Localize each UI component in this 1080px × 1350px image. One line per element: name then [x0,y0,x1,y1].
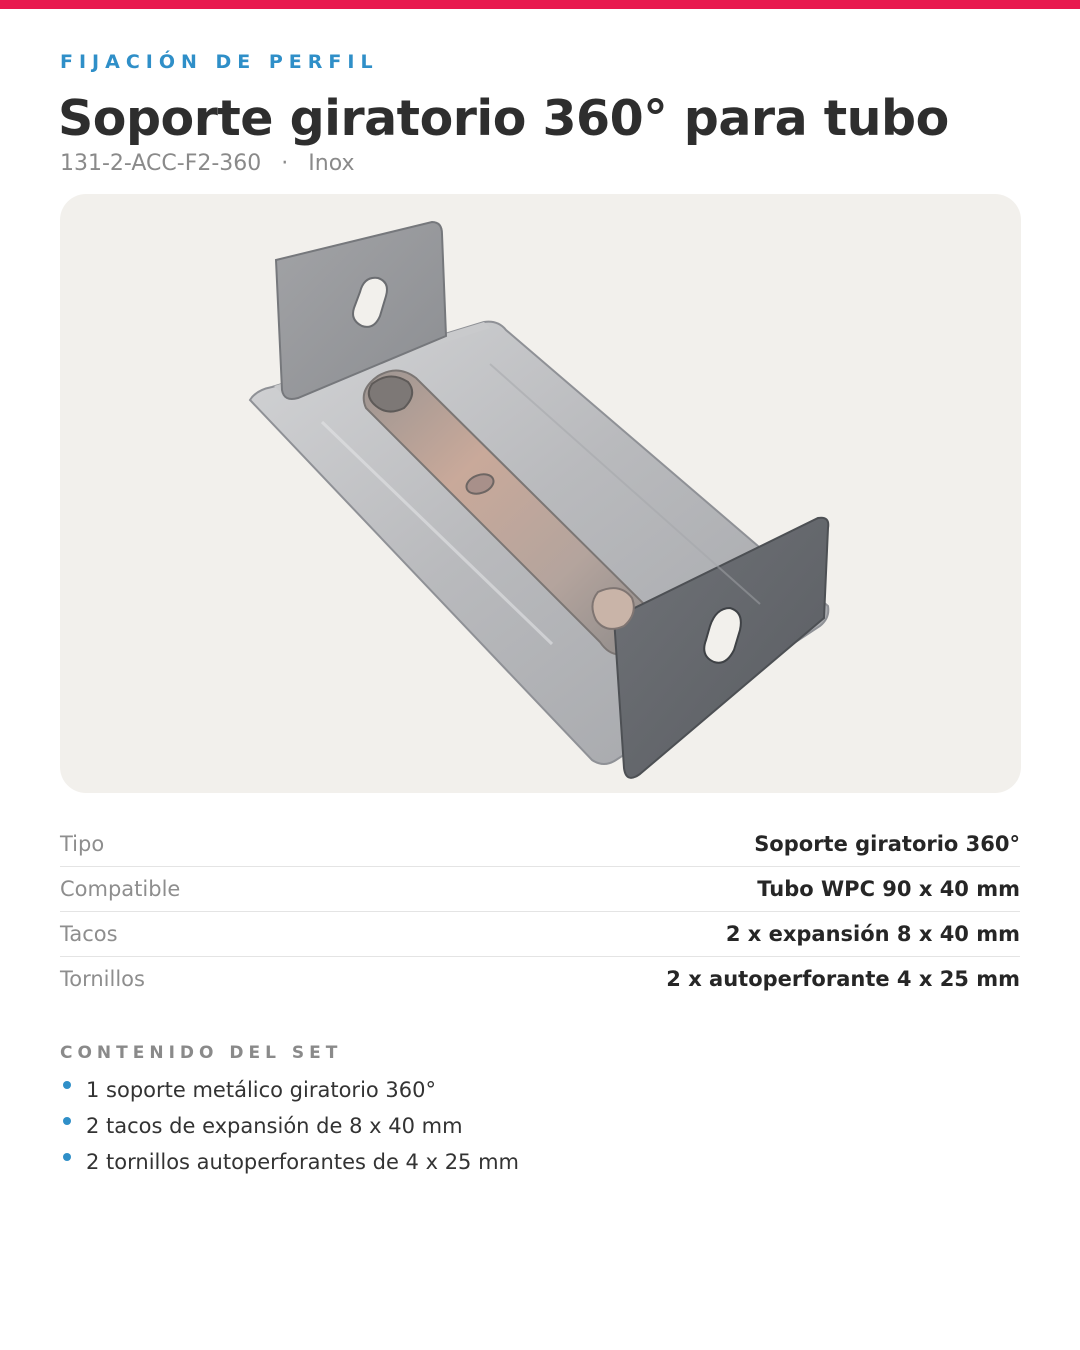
spec-value: 2 x expansión 8 x 40 mm [725,922,1020,946]
spec-label: Compatible [60,877,181,901]
list-item [60,1144,519,1180]
spec-row-tacos [60,912,1020,957]
set-contents-heading: CONTENIDO DEL SET [60,1043,343,1063]
spec-value: 2 x autoperforante 4 x 25 mm [666,967,1020,991]
category-eyebrow: FIJACIÓN DE PERFIL [60,51,379,73]
spec-label: Tacos [60,922,118,946]
product-material: Inox [308,151,355,176]
spec-label: Tornillos [60,967,145,991]
metal-bracket-photo [60,194,1021,793]
product-meta [60,150,355,178]
list-item [60,1072,519,1108]
list-item-text: 2 tornillos autoperforantes de 4 x 25 mm [86,1150,520,1174]
product-image [60,194,1021,793]
top-accent-bar [0,0,1080,9]
meta-separator: · [281,151,289,176]
spec-table [60,822,1020,1001]
product-sku: 131-2-ACC-F2-360 [60,151,262,176]
spec-row-compatible [60,867,1020,912]
spec-row-tornillos [60,957,1020,1001]
list-item [60,1108,519,1144]
bullet-icon [63,1081,71,1089]
bullet-icon [63,1117,71,1125]
spec-label: Tipo [60,832,105,856]
spec-value: Tubo WPC 90 x 40 mm [757,877,1020,901]
page-title: Soporte giratorio 360° para tubo [58,90,949,147]
list-item-text: 2 tacos de expansión de 8 x 40 mm [86,1114,463,1138]
bullet-icon [63,1153,71,1161]
spec-value: Soporte giratorio 360° [754,832,1020,856]
set-contents-list [60,1072,519,1180]
spec-row-tipo [60,822,1020,867]
list-item-text: 1 soporte metálico giratorio 360° [86,1078,437,1102]
